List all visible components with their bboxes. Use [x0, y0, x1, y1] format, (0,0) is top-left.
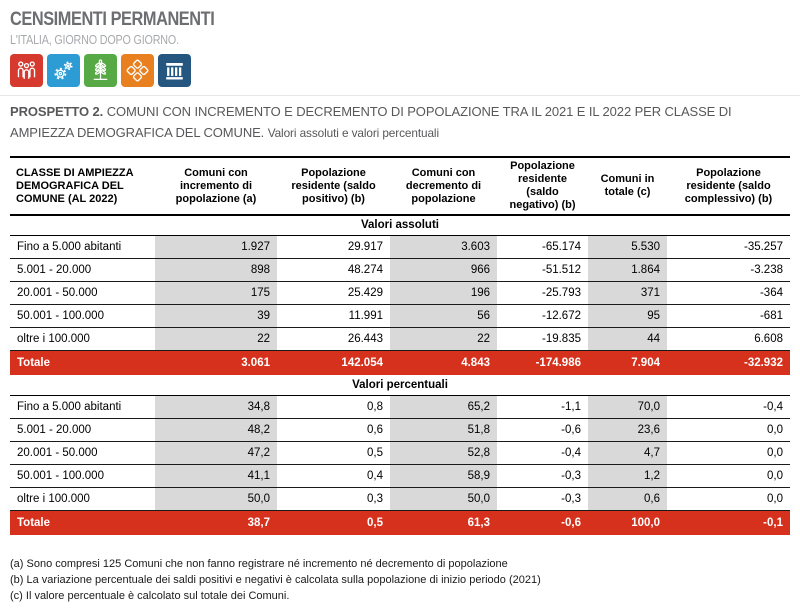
table-cell: -12.672	[497, 304, 588, 327]
column-header-comuni-totale: Comuni in totale (c)	[588, 157, 667, 215]
table-cell: 1.927	[155, 235, 277, 258]
wheat-icon	[84, 54, 117, 87]
table-cell: 0,4	[277, 464, 390, 487]
column-header-comuni-incremento: Comuni con incremento di popolazione (a)	[155, 157, 277, 215]
logo	[10, 9, 248, 87]
table-row	[10, 441, 790, 464]
table-cell: 0,8	[277, 395, 390, 418]
column-header-saldo-positivo: Popolazione residente (saldo positivo) (b)	[277, 157, 390, 215]
table-cell: 65,2	[390, 395, 497, 418]
row-label: Fino a 5.000 abitanti	[10, 395, 155, 418]
table-cell: -65.174	[497, 235, 588, 258]
table-cell: 0,6	[277, 418, 390, 441]
table-cell: -0,4	[497, 441, 588, 464]
fields-icon	[121, 54, 154, 87]
table-row	[10, 235, 790, 258]
prospetto-subtitle: Valori assoluti e valori percentuali	[267, 126, 439, 140]
logo-title: CENSIMENTI PERMANENTI	[10, 9, 215, 30]
table-cell: 898	[155, 258, 277, 281]
table-cell: 4,7	[588, 441, 667, 464]
row-label: 5.001 - 20.000	[10, 258, 155, 281]
row-label: oltre i 100.000	[10, 487, 155, 510]
table-cell: -1,1	[497, 395, 588, 418]
table-cell: 1.864	[588, 258, 667, 281]
total-cell: 100,0	[631, 516, 660, 529]
section-valori-percentuali	[10, 375, 790, 535]
table-cell: 50,0	[390, 487, 497, 510]
gears-icon	[47, 54, 80, 87]
footnote: (a) Sono compresi 125 Comuni che non fanno registrare né incremento né decremento di popolazione	[10, 558, 508, 570]
total-cell: 0,5	[367, 516, 383, 529]
table-cell: -364	[667, 281, 790, 304]
footnote: (b) La variazione percentuale dei saldi positivi e negativi è calcolata sulla popolazione di inizio periodo (2021)	[10, 574, 541, 586]
total-cell: -174.986	[535, 356, 581, 369]
section-valori-assoluti	[10, 215, 790, 375]
total-cell: 7.904	[631, 356, 660, 369]
table-row	[10, 487, 790, 510]
row-label: 50.001 - 100.000	[10, 464, 155, 487]
table-cell: 52,8	[390, 441, 497, 464]
table-row	[10, 327, 790, 350]
table-cell: 41,1	[155, 464, 277, 487]
section-band-label: Valori assoluti	[10, 215, 790, 235]
prospetto-text: COMUNI CON INCREMENTO E DECREMENTO DI POPOLAZIONE TRA IL 2021 E IL 2022 PER CLASSE DI AMPIEZZA DEMOGRAFICA DEL COMUNE.	[10, 104, 732, 140]
column-header-saldo-complessivo: Popolazione residente (saldo complessivo) (b)	[667, 157, 790, 215]
table-cell: 0,5	[277, 441, 390, 464]
table-row	[10, 304, 790, 327]
table-cell: 50,0	[155, 487, 277, 510]
row-label: Fino a 5.000 abitanti	[10, 235, 155, 258]
people-icon	[10, 54, 43, 87]
total-cell: -32.932	[743, 356, 783, 369]
total-label: Totale	[17, 356, 51, 369]
table-cell: 175	[155, 281, 277, 304]
table-cell: 0,0	[667, 441, 790, 464]
table-cell: 58,9	[390, 464, 497, 487]
table-cell: 25.429	[277, 281, 390, 304]
table-row	[10, 395, 790, 418]
table-cell: 26.443	[277, 327, 390, 350]
total-cell: 61,3	[467, 516, 490, 529]
footnote: (c) Il valore percentuale è calcolato sul totale dei Comuni.	[10, 590, 290, 602]
header-row	[10, 157, 790, 215]
table-cell: 23,6	[588, 418, 667, 441]
header-divider	[0, 95, 800, 96]
section-band-label: Valori percentuali	[10, 375, 790, 395]
total-cell: 142.054	[341, 356, 383, 369]
table-cell: 22	[390, 327, 497, 350]
table-cell: 6.608	[667, 327, 790, 350]
table-header	[10, 157, 790, 215]
prospetto-label: PROSPETTO 2.	[10, 104, 104, 119]
data-table-wrap	[10, 156, 790, 535]
table-cell: -0,3	[497, 464, 588, 487]
section-band	[10, 375, 790, 395]
table-cell: 0,6	[588, 487, 667, 510]
table-cell: 48.274	[277, 258, 390, 281]
total-cell: -0,6	[561, 516, 581, 529]
data-table	[10, 156, 790, 535]
table-cell: 48,2	[155, 418, 277, 441]
table-cell: 34,8	[155, 395, 277, 418]
logo-icons	[10, 54, 248, 87]
table-cell: 95	[588, 304, 667, 327]
table-title	[10, 101, 792, 144]
table-cell: 47,2	[155, 441, 277, 464]
table-cell: 0,0	[667, 464, 790, 487]
table-cell: 70,0	[588, 395, 667, 418]
row-label: 20.001 - 50.000	[10, 281, 155, 304]
row-label: oltre i 100.000	[10, 327, 155, 350]
table-cell: 56	[390, 304, 497, 327]
table-cell: -51.512	[497, 258, 588, 281]
table-cell: 196	[390, 281, 497, 304]
table-row	[10, 464, 790, 487]
table-cell: -35.257	[667, 235, 790, 258]
logo-subtitle: L'ITALIA, GIORNO DOPO GIORNO.	[10, 33, 179, 47]
table-cell: -0,4	[667, 395, 790, 418]
footnotes	[10, 556, 792, 604]
table-cell: 51,8	[390, 418, 497, 441]
table-row	[10, 258, 790, 281]
table-cell: -19.835	[497, 327, 588, 350]
table-cell: 1,2	[588, 464, 667, 487]
total-cell: -0,1	[763, 516, 783, 529]
column-header-saldo-negativo: Popolazione residente (saldo negativo) (b)	[497, 157, 588, 215]
total-cell: 4.843	[461, 356, 490, 369]
total-cell: 3.061	[241, 356, 270, 369]
total-cell: 38,7	[247, 516, 270, 529]
table-row	[10, 281, 790, 304]
column-header-comuni-decremento: Comuni con decremento di popolazione	[390, 157, 497, 215]
section-band	[10, 215, 790, 235]
table-cell: 3.603	[390, 235, 497, 258]
temple-icon	[158, 54, 191, 87]
table-cell: -0,3	[497, 487, 588, 510]
total-row	[10, 350, 790, 375]
table-cell: -0,6	[497, 418, 588, 441]
row-label: 50.001 - 100.000	[10, 304, 155, 327]
table-cell: 44	[588, 327, 667, 350]
total-label: Totale	[17, 516, 51, 529]
table-cell: -681	[667, 304, 790, 327]
table-cell: 0,3	[277, 487, 390, 510]
table-cell: 371	[588, 281, 667, 304]
table-cell: -3.238	[667, 258, 790, 281]
row-label: 20.001 - 50.000	[10, 441, 155, 464]
column-header-classe: CLASSE DI AMPIEZZA DEMOGRAFICA DEL COMUNE (AL 2022)	[10, 157, 155, 215]
total-row	[10, 510, 790, 535]
table-cell: 22	[155, 327, 277, 350]
table-cell: 0,0	[667, 418, 790, 441]
table-cell: 29.917	[277, 235, 390, 258]
table-cell: 39	[155, 304, 277, 327]
table-cell: 5.530	[588, 235, 667, 258]
table-row	[10, 418, 790, 441]
table-cell: 966	[390, 258, 497, 281]
table-cell: -25.793	[497, 281, 588, 304]
table-cell: 0,0	[667, 487, 790, 510]
table-cell: 11.991	[277, 304, 390, 327]
row-label: 5.001 - 20.000	[10, 418, 155, 441]
